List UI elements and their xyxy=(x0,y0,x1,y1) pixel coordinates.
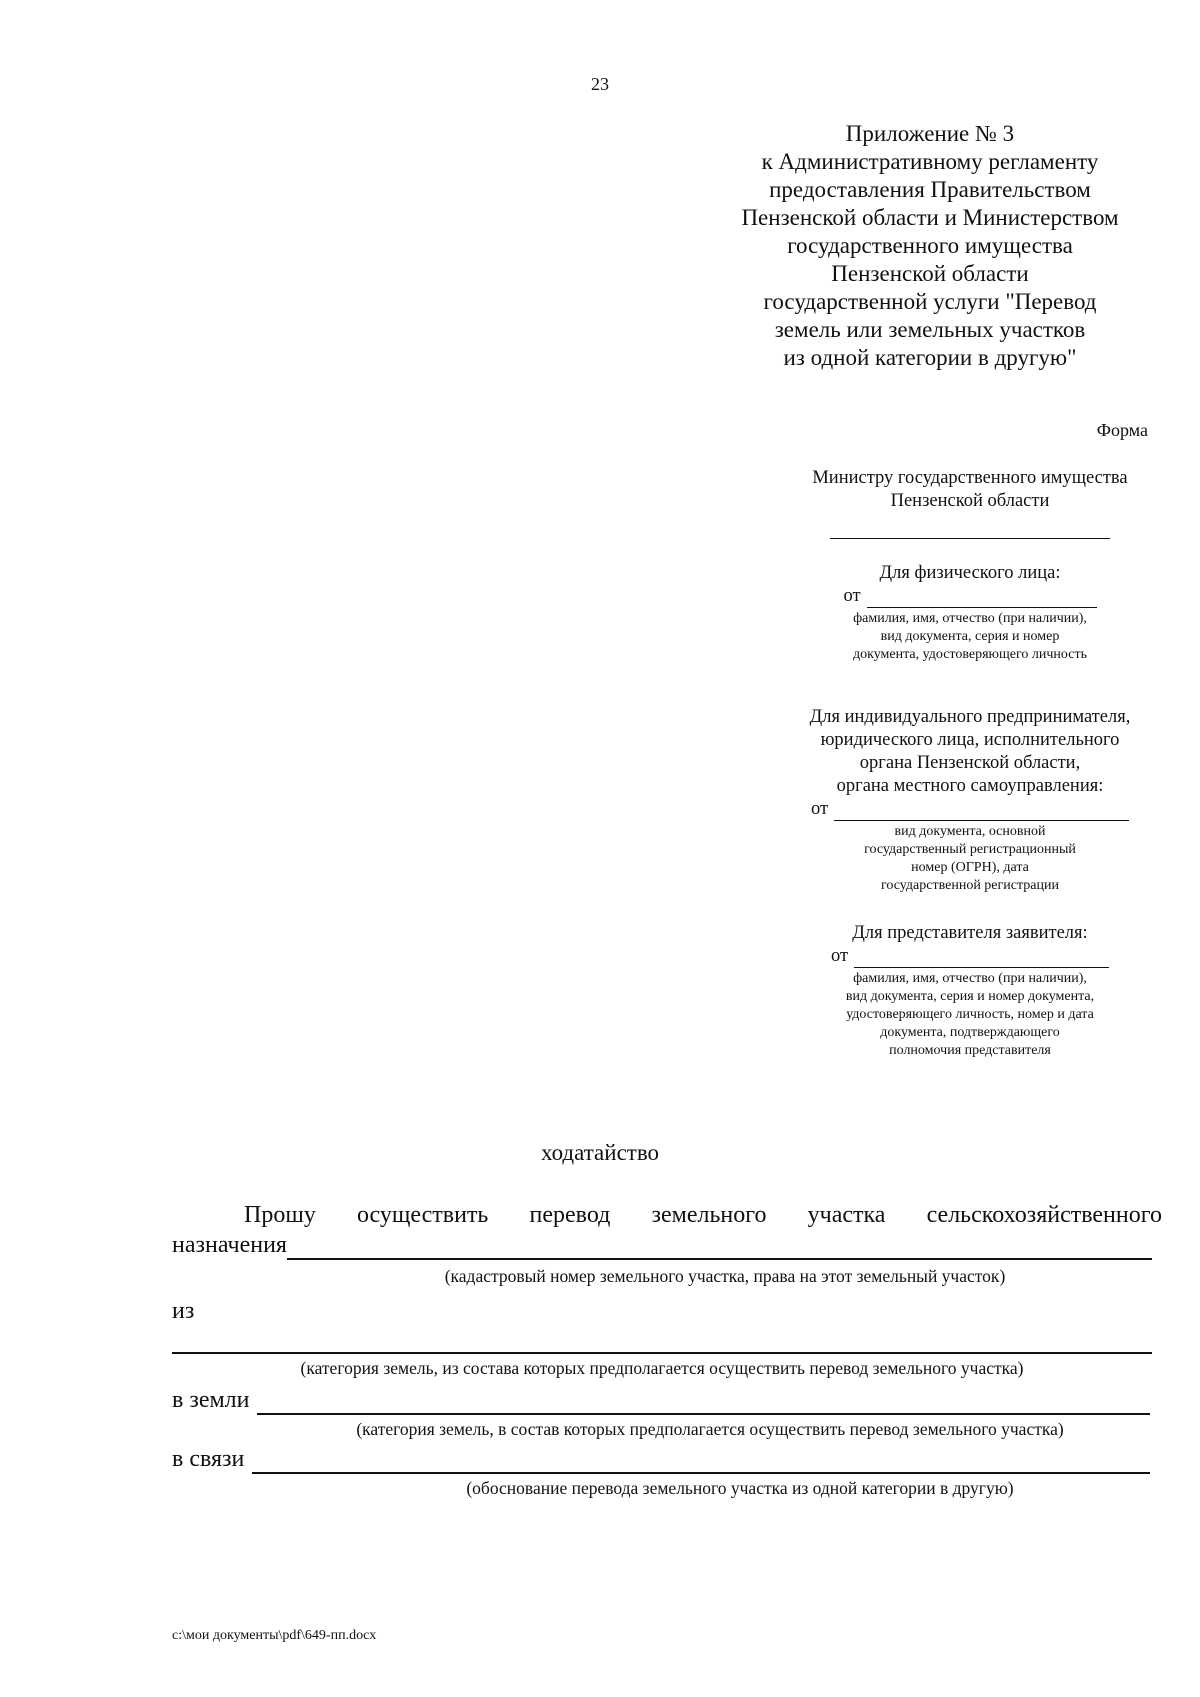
addressee-blank-line[interactable] xyxy=(830,521,1110,539)
reason-hint: (обоснование перевода земельного участка из одной категории в другую) xyxy=(466,1478,1014,1498)
entrepreneur-hint: государственный регистрационный xyxy=(864,842,1076,857)
petition-intro: Прошу осуществить перевод земельного участка сельскохозяйственного xyxy=(244,1202,1162,1228)
annex-line: из одной категории в другую" xyxy=(783,345,1077,370)
annex-line: предоставления Правительством xyxy=(769,177,1091,202)
entrepreneur-block xyxy=(760,706,1180,895)
from-label: от xyxy=(830,946,849,966)
annex-line: земель или земельных участков xyxy=(774,317,1086,342)
representative-from-row xyxy=(760,945,1180,968)
representative-heading: Для представителя заявителя: xyxy=(852,923,1088,943)
representative-hint: документа, подтверждающего xyxy=(880,1025,1060,1040)
entrepreneur-heading: органа Пензенской области, xyxy=(859,753,1081,773)
annex-header xyxy=(720,120,1140,372)
addressee-block xyxy=(760,467,1180,539)
individual-hint: фамилия, имя, отчество (при наличии), xyxy=(853,611,1087,626)
annex-line: Пензенской области xyxy=(831,261,1029,286)
individual-from-row xyxy=(760,585,1180,608)
page-number: 23 xyxy=(591,74,609,94)
to-category-input-line[interactable] xyxy=(257,1391,1150,1415)
representative-hint: удостоверяющего личность, номер и дата xyxy=(846,1007,1094,1022)
form-label: Форма xyxy=(1096,420,1148,440)
document-title: ходатайство xyxy=(540,1140,660,1165)
individual-hint: вид документа, серия и номер xyxy=(880,629,1060,644)
annex-line: государственной услуги "Перевод xyxy=(763,289,1097,314)
footer-file-path: c:\мои документы\pdf\649-пп.docx xyxy=(172,1628,377,1643)
entrepreneur-from-line[interactable] xyxy=(834,803,1129,821)
representative-hint: фамилия, имя, отчество (при наличии), xyxy=(853,971,1087,986)
addressee-line: Министру государственного имущества xyxy=(812,468,1128,488)
annex-line: государственного имущества xyxy=(787,233,1073,258)
from-label: от xyxy=(810,799,829,819)
purpose-hint: (кадастровый номер земельного участка, права на этот земельный участок) xyxy=(444,1266,1006,1286)
annex-line: к Административному регламенту xyxy=(761,149,1099,174)
from-category-input-line[interactable] xyxy=(172,1330,1152,1354)
entrepreneur-heading: юридического лица, исполнительного xyxy=(820,730,1120,750)
entrepreneur-hint: номер (ОГРН), дата xyxy=(911,860,1029,875)
entrepreneur-hint: государственной регистрации xyxy=(881,878,1059,893)
from-category-label: из xyxy=(172,1298,195,1324)
from-category-hint: (категория земель, из состава которых предполагается осуществить перевод земельного участка) xyxy=(300,1358,1024,1378)
representative-hint: вид документа, серия и номер документа, xyxy=(845,989,1095,1004)
purpose-row xyxy=(172,1230,1152,1260)
annex-line: Приложение № 3 xyxy=(845,121,1015,146)
representative-block xyxy=(760,922,1180,1060)
to-category-label: в земли xyxy=(172,1387,250,1413)
entrepreneur-heading: органа местного самоуправления: xyxy=(836,776,1104,796)
to-category-row xyxy=(172,1385,1152,1415)
entrepreneur-from-row xyxy=(760,798,1180,821)
entrepreneur-hint: вид документа, основной xyxy=(894,824,1046,839)
reason-label: в связи xyxy=(172,1446,245,1472)
addressee-line: Пензенской области xyxy=(890,491,1050,511)
purpose-input-line[interactable] xyxy=(287,1236,1152,1260)
from-label: от xyxy=(843,586,861,606)
entrepreneur-heading: Для индивидуального предпринимателя, xyxy=(809,707,1131,727)
individual-block xyxy=(760,562,1180,664)
reason-row xyxy=(172,1444,1152,1474)
addressee-blank-row xyxy=(760,521,1180,539)
to-category-hint: (категория земель, в состав которых предполагается осуществить перевод земельного участка) xyxy=(356,1419,1064,1439)
individual-hint: документа, удостоверяющего личность xyxy=(853,647,1087,662)
representative-hint: полномочия представителя xyxy=(889,1043,1051,1058)
purpose-label: назначения xyxy=(172,1232,287,1258)
reason-input-line[interactable] xyxy=(252,1450,1150,1474)
individual-from-line[interactable] xyxy=(867,590,1097,608)
representative-from-line[interactable] xyxy=(854,950,1109,968)
individual-heading: Для физического лица: xyxy=(879,563,1061,583)
annex-line: Пензенской области и Министерством xyxy=(741,205,1119,230)
